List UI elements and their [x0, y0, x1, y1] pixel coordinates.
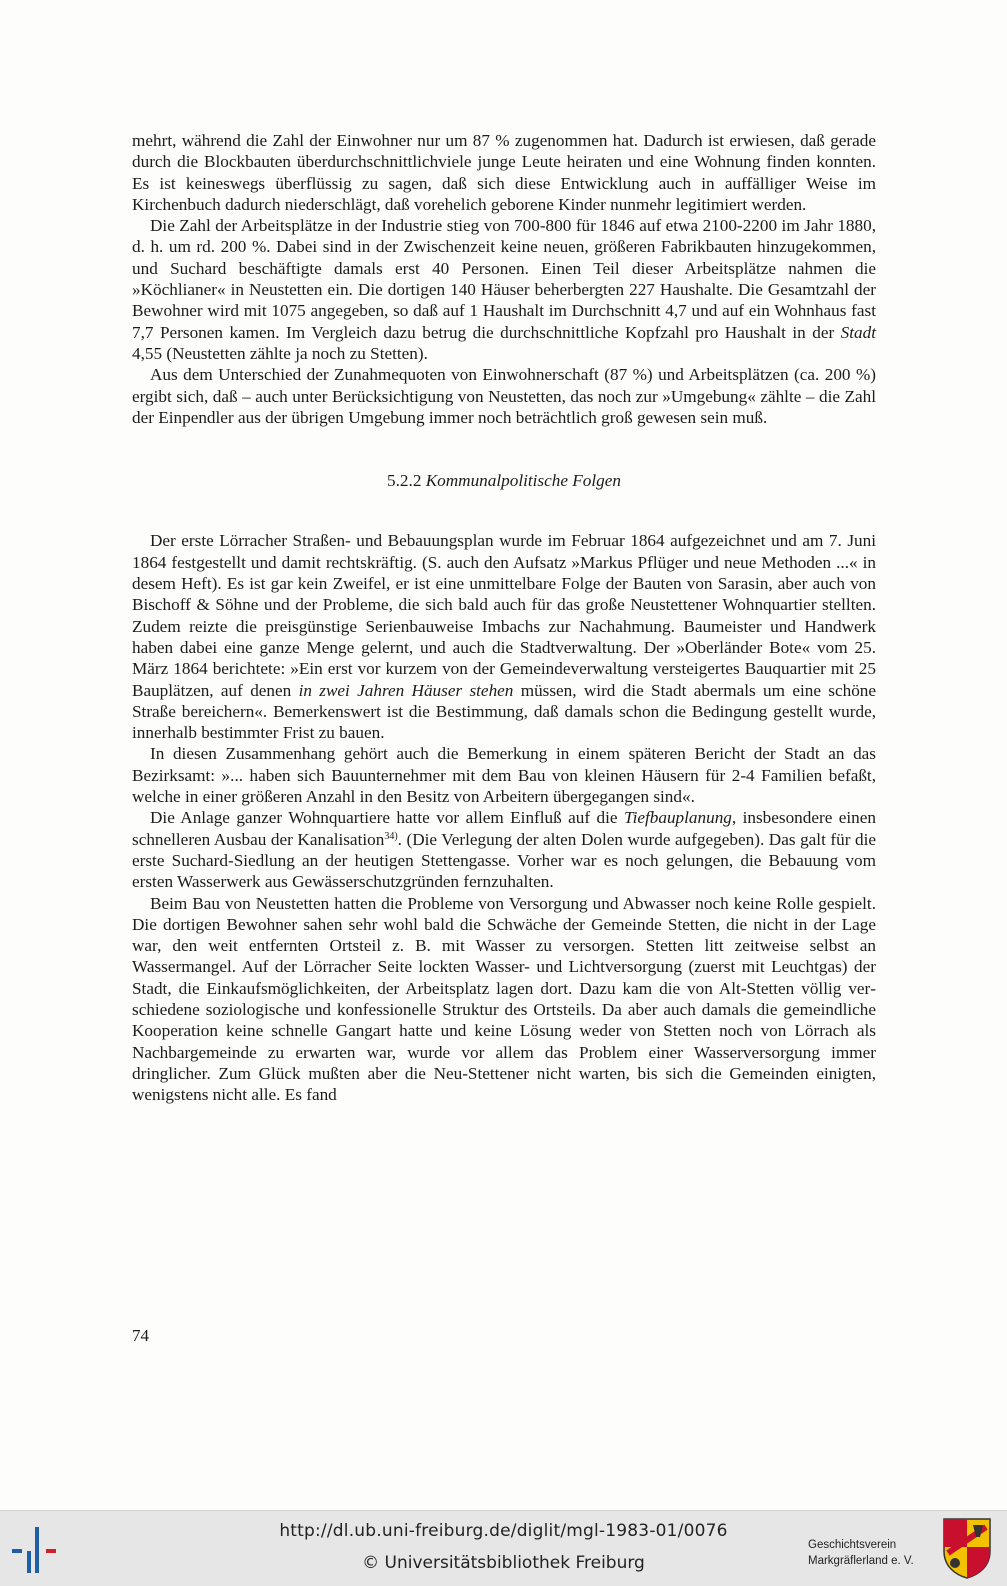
footnote-reference[interactable]: 34): [384, 830, 398, 842]
paragraph: Aus dem Unterschied der Zunahmequoten von Einwohnerschaft (87 %) und Arbeitsplätzen (ca. 200 %) ergibt sich, daß – auch unter Berücksichtigung von Neustetten, das noch zur »Umgebung« zählte – die Zahl der Einpendler aus der übrigen Umgebung immer noch beträchtlich groß gewesen sein muß.: [132, 365, 876, 427]
paragraph: Der erste Lörracher Straßen- und Bebauungsplan wurde im Februar 1864 aufgezeichnet und am 7. Juni 1864 festgestellt und damit rechtskräftig. (S. auch den Aufsatz »Markus Pflüger und neue Methoden ...« in desem Heft). Es ist gar kein Zweifel, er ist eine unmittelbare Folge der Bauten von Sarasin, aber auch von Bischoff & Söhne und der Probleme, die sich bald auch für das große Neustettener Wohnquartier stellten. Zudem reizte die preisgünstige Serienbauweise Imbachs zur Nachahmung. Baumeister und Handwerk haben dabei eine ganze Menge gelernt, und auch die Stadtverwaltung. Der »Oberländer Bote« vom 25. März 1864 berichtete: »Ein erst vor kurzem von der Gemeindeverwaltung versteigertes Bauquartier mit 25 Bauplätzen, auf denen in zwei Jahren Häuser stehen müssen, wird die Stadt abermals um eine schöne Straße bereichern«. Bemerkenswert ist die Bestimmung, daß damals schon die Bedingung gestellt wurde, innerhalb bestimmter Frist zu bauen.: [132, 531, 877, 743]
paragraph: Die Zahl der Arbeitsplätze in der Industrie stieg von 700-800 für 1846 auf etwa 2100-2200 im Jahr 1880, d. h. um rd. 200 %. Dabei sind in der Zwischenzeit keine neuen, größeren Fabrikbauten hinzugekommen, und Suchard beschäftigte damals erst 40 Personen. Einen Teil dieser Arbeitsplätze nahmen die »Köchlianer« in Neustetten ein. Die dortigen 140 Häuser beherbergten 227 Haushalte. Die Gesamtzahl der Bewohner wird mit 1075 angegeben, so daß auf 1 Haushalt im Durchschnitt 4,7 und auf ein Wohnhaus fast 7,7 Personen kamen. Im Vergleich dazu betrug die durchschnittliche Kopfzahl pro Haushalt in der Stadt 4,55 (Neustetten zählte ja noch zu Stetten).: [132, 216, 876, 363]
section-number: 5.2.2: [387, 471, 422, 491]
society-name-line: Markgräflerland e. V.: [808, 1555, 914, 1567]
page-number: 74: [132, 1326, 149, 1345]
section-title: Kommunalpolitische Folgen: [425, 471, 621, 491]
copyright-notice: © Universitätsbibliothek Freiburg: [362, 1553, 645, 1573]
society-name: [808, 1537, 914, 1569]
body-text: [132, 130, 876, 1105]
society-crest-icon[interactable]: [942, 1517, 992, 1579]
section-heading: [132, 428, 876, 530]
society-name-line: Geschichtsverein: [808, 1539, 897, 1551]
paragraph: mehrt, während die Zahl der Einwohner nur um 87 % zugenommen hat. Dadurch ist erwiesen, daß gerade durch die Blockbauten überdurchschnittlichviele junge Leute heiraten und eine Wohnung finden konnten. Es ist keineswegs überflüssig zu sagen, daß sich diese Entwicklung auch in auffälliger Weise im Kirchenbuch dadurch niederschlägt, daß vorehelich geborene Kinder nunmehr legitimiert werden.: [132, 131, 876, 214]
paragraph: In diesen Zusammenhang gehört auch die Bemerkung in einem späteren Bericht der Stadt an das Bezirksamt: »... haben sich Bauunternehmer mit dem Bau von kleinen Häusern für 2-4 Familien befaßt, welche in einer größeren Anzahl in den Besitz von Arbeitern übergegangen sind«.: [132, 744, 876, 807]
paragraph: Die Anlage ganzer Wohnquartiere hatte vor allem Einfluß auf die Tiefbauplanung, insbesondere einen schnelleren Ausbau der Kanalisation$^{34)}$. (Die Verlegung der alten Dolen wurde aufgegeben). Das galt für die erste Suchard-Siedlung an der heutigen Stettengasse. Vorher war es noch gelungen, die Bebauung vom ersten Wasserwerk aus Gewässerschutzgründen fernzuhalten.: [132, 808, 877, 892]
document-url-link[interactable]: http://dl.ub.uni-freiburg.de/diglit/mgl-1983-01/0076: [279, 1521, 728, 1541]
footer-bar: [0, 1510, 1007, 1586]
paragraph: Beim Bau von Neustetten hatten die Probleme von Versorgung und Abwasser noch keine Rolle gespielt. Die dortigen Bewohner sahen sehr wohl bald die Schwäche der Gemeinde Stetten, die nicht in der Lage war, den weit entfernten Ortsteil z. B. mit Wasser zu versorgen. Stetten litt zeitweise selbst an Wassermangel. Auf der Lörracher Seite lockten Wasser- und Lichtversorgung (zuerst mit Leuchtgas) der Stadt, die Einkaufsmöglichkeiten, der Arbeitsplatz lagen dort. Dazu kam die von Alt-Stetten völlig verschiedene soziologische und konfessionelle Struktur des Ortsteils. Da aber auch damals die gemeindliche Kooperation keine schnelle Gangart hatte und keine Lösung weder von Stetten noch von Lörrach als Nachbargemeinde zu erwarten war, wurde vor allem das Problem einer Wasserversorgung immer dringlicher. Zum Glück mußten aber die Neu-Stettener nicht warten, bis sich die Gemeinden einigten, wenigstens nicht alle. Es fand: [132, 893, 876, 1105]
